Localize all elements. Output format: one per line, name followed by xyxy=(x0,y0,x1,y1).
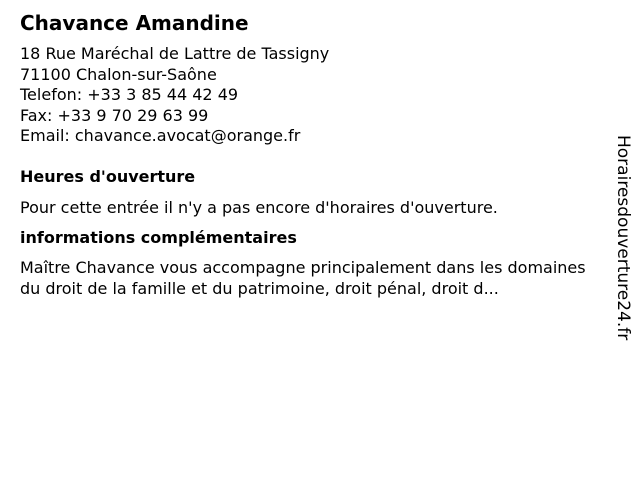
city-address: 71100 Chalon-sur-Saône xyxy=(20,64,217,84)
address-block xyxy=(20,44,600,147)
business-name: Chavance Amandine xyxy=(20,11,249,35)
email-line xyxy=(20,126,600,147)
opening-hours-text: Pour cette entrée il n'y a pas encore d'horaires d'ouverture. xyxy=(20,197,498,217)
fax-number: +33 9 70 29 63 99 xyxy=(57,105,209,125)
additional-info-heading: informations complémentaires xyxy=(20,227,297,247)
site-watermark: Horairesdouverture24.fr xyxy=(613,135,633,341)
fax-label: Fax: xyxy=(20,105,53,125)
email-label: Email: xyxy=(20,126,70,145)
fax-line xyxy=(20,106,600,127)
phone-number: +33 3 85 44 42 49 xyxy=(87,85,239,104)
email-address: chavance.avocat@orange.fr xyxy=(74,126,301,145)
phone-line xyxy=(20,85,600,106)
opening-hours-heading: Heures d'ouverture xyxy=(20,166,196,186)
phone-label: Telefon: xyxy=(20,85,83,104)
street-address: 18 Rue Maréchal de Lattre de Tassigny xyxy=(20,44,330,63)
business-card xyxy=(20,10,600,299)
additional-info-text: Maître Chavance vous accompagne principalement dans les domaines du droit de la famille et du patrimoine, droit pénal, droit d... xyxy=(20,257,586,298)
